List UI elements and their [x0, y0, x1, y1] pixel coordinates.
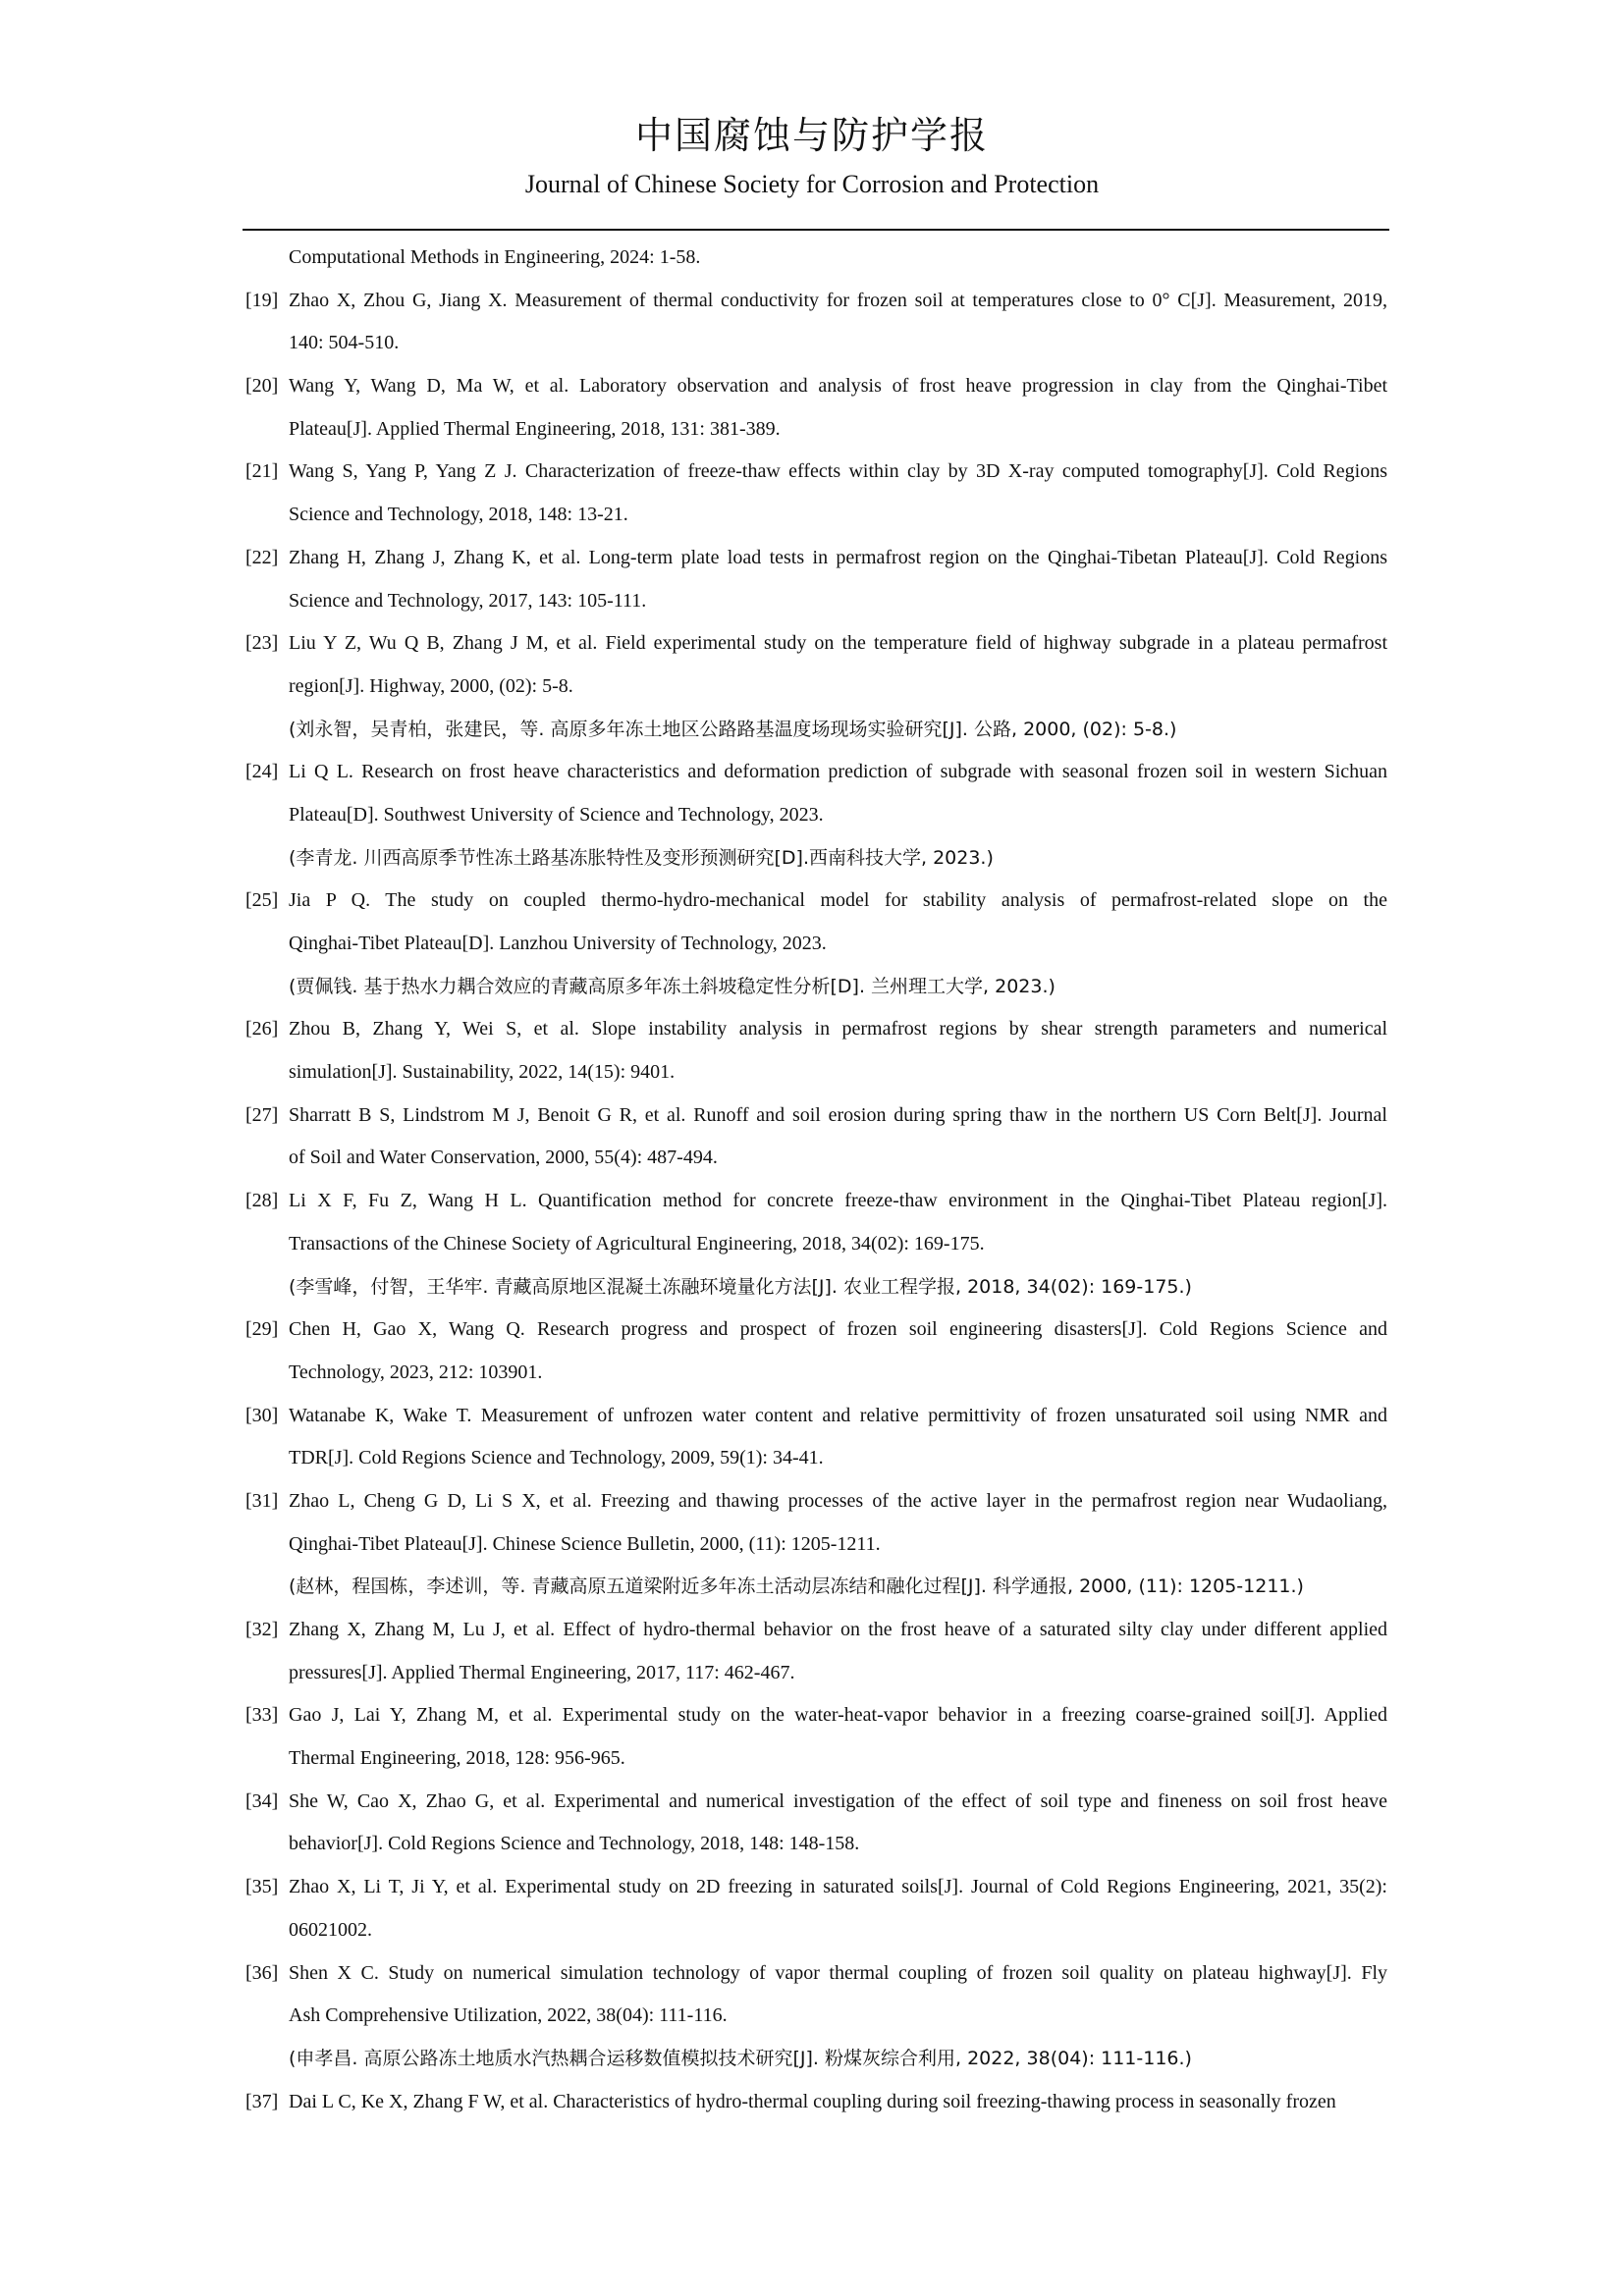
reference-line	[245, 237, 1387, 280]
reference-line	[245, 1395, 1387, 1438]
reference-number: [24]	[245, 761, 279, 783]
reference-text: 06021002.	[289, 1918, 372, 1941]
reference-text: (申孝昌. 高原公路冻土地质水汽热耦合运移数值模拟技术研究[J]. 粉煤灰综合利用, 2022, 38(04): 111-116.)	[289, 2047, 1192, 2069]
reference-chinese-line	[245, 837, 1387, 881]
reference-entry	[245, 1095, 1387, 1180]
reference-chinese-line	[245, 709, 1387, 752]
reference-line	[245, 537, 1387, 580]
journal-title-english: Journal of Chinese Society for Corrosion and Protection	[524, 170, 1100, 198]
reference-text: Sharratt B S, Lindstrom M J, Benoit G R, et al. Runoff and soil erosion during spring thaw in the northern US Corn Belt[J]. Journal	[289, 1103, 1387, 1126]
reference-text: She W, Cao X, Zhao G, et al. Experimental and numerical investigation of the effect of soil type and fineness on soil frost heave	[289, 1789, 1387, 1812]
reference-entry	[245, 365, 1387, 451]
reference-line	[245, 1694, 1387, 1737]
reference-text: Dai L C, Ke X, Zhang F W, et al. Characteristics of hydro-thermal coupling during soil freezing-thawing process in seasonally frozen	[289, 2090, 1336, 2112]
reference-entry	[245, 1781, 1387, 1866]
reference-entry	[245, 1609, 1387, 1694]
reference-number: [29]	[245, 1318, 279, 1341]
reference-line	[245, 1137, 1387, 1180]
reference-text: Shen X C. Study on numerical simulation technology of vapor thermal coupling of frozen soil quality on plateau highway[J]. Fly	[289, 1961, 1387, 1984]
reference-line	[245, 1051, 1387, 1095]
reference-line	[245, 1909, 1387, 1952]
reference-chinese-line	[245, 2038, 1387, 2081]
reference-text: (李青龙. 川西高原季节性冻土路基冻胀特性及变形预测研究[D].西南科技大学, 2023.)	[289, 846, 994, 869]
reference-number: [21]	[245, 460, 279, 483]
reference-line	[245, 1866, 1387, 1909]
reference-text: Wang S, Yang P, Yang Z J. Characterization of freeze-thaw effects within clay by 3D X-ray computed tomography[J]. Cold Regions	[289, 460, 1387, 483]
reference-chinese-line	[245, 966, 1387, 1009]
reference-text: Jia P Q. The study on coupled thermo-hydro-mechanical model for stability analysis of permafrost-related slope on the	[289, 889, 1387, 912]
reference-line	[245, 622, 1387, 666]
reference-text: simulation[J]. Sustainability, 2022, 14(15): 9401.	[289, 1061, 676, 1084]
reference-line	[245, 1995, 1387, 2038]
reference-line	[245, 923, 1387, 966]
reference-entry	[245, 280, 1387, 365]
reference-line	[245, 408, 1387, 452]
reference-entry	[245, 622, 1387, 751]
reference-line	[245, 666, 1387, 709]
reference-list	[245, 237, 1387, 2123]
reference-text: Zhao X, Li T, Ji Y, et al. Experimental study on 2D freezing in saturated soils[J]. Journal of Cold Regions Engineering, 2021, 35(2):	[289, 1876, 1387, 1898]
reference-line	[245, 1523, 1387, 1567]
reference-line	[245, 1480, 1387, 1523]
reference-entry	[245, 537, 1387, 622]
reference-line	[245, 451, 1387, 494]
reference-number: [26]	[245, 1018, 279, 1041]
reference-text: Zhao X, Zhou G, Jiang X. Measurement of thermal conductivity for frozen soil at temperatures close to 0° C[J]. Measurement, 2019,	[289, 289, 1387, 311]
reference-text: pressures[J]. Applied Thermal Engineering, 2017, 117: 462-467.	[289, 1661, 795, 1683]
reference-entry	[245, 1008, 1387, 1094]
reference-text: Transactions of the Chinese Society of Agricultural Engineering, 2018, 34(02): 169-175.	[289, 1232, 985, 1255]
reference-text: Zhang X, Zhang M, Lu J, et al. Effect of hydro-thermal behavior on the frost heave of a saturated silty clay under different applied	[289, 1619, 1387, 1640]
reference-text: TDR[J]. Cold Regions Science and Technology, 2009, 59(1): 34-41.	[289, 1447, 824, 1469]
reference-line	[245, 280, 1387, 323]
reference-text: (贾佩钱. 基于热水力耦合效应的青藏高原多年冻土斜坡稳定性分析[D]. 兰州理工大学, 2023.)	[289, 975, 1056, 997]
reference-number: [34]	[245, 1789, 279, 1812]
journal-title-chinese: 中国腐蚀与防护学报	[634, 114, 989, 157]
reference-line	[245, 1180, 1387, 1223]
reference-text: Plateau[D]. Southwest University of Science and Technology, 2023.	[289, 803, 824, 826]
reference-line	[245, 322, 1387, 365]
reference-text: Science and Technology, 2018, 148: 13-21.	[289, 504, 628, 526]
header-divider	[243, 229, 1389, 231]
reference-text: Zhao L, Cheng G D, Li S X, et al. Freezing and thawing processes of the active layer in the permafrost region near Wudaoliang,	[289, 1489, 1387, 1512]
reference-entry	[245, 751, 1387, 880]
reference-text: Wang Y, Wang D, Ma W, et al. Laboratory observation and analysis of frost heave progression in clay from the Qinghai-Tibet	[289, 375, 1387, 398]
reference-number: [27]	[245, 1103, 279, 1126]
reference-line	[245, 1652, 1387, 1695]
reference-text: Science and Technology, 2017, 143: 105-111.	[289, 589, 647, 612]
reference-text: Technology, 2023, 212: 103901.	[289, 1361, 543, 1383]
reference-entry	[245, 1952, 1387, 2081]
reference-line	[245, 751, 1387, 794]
reference-text: (李雪峰，付智，王华牢. 青藏高原地区混凝土冻融环境量化方法[J]. 农业工程学报, 2018, 34(02): 169-175.)	[289, 1275, 1192, 1298]
reference-entry	[245, 237, 1387, 280]
reference-entry	[245, 2081, 1387, 2124]
reference-entry	[245, 1480, 1387, 1609]
reference-text: Liu Y Z, Wu Q B, Zhang J M, et al. Field experimental study on the temperature field of highway subgrade in a plateau permafrost	[289, 632, 1387, 655]
reference-line	[245, 1223, 1387, 1266]
reference-entry	[245, 1308, 1387, 1394]
reference-text: Watanabe K, Wake T. Measurement of unfrozen water content and relative permittivity of frozen unsaturated soil using NMR and	[289, 1404, 1387, 1426]
reference-entry	[245, 880, 1387, 1008]
reference-line	[245, 880, 1387, 923]
reference-number: [23]	[245, 632, 279, 655]
reference-line	[245, 1352, 1387, 1395]
reference-text: Thermal Engineering, 2018, 128: 956-965.	[289, 1747, 625, 1770]
reference-chinese-line	[245, 1566, 1387, 1609]
reference-number: [28]	[245, 1190, 279, 1212]
reference-text: (赵林，程国栋，李述训，等. 青藏高原五道梁附近多年冻土活动层冻结和融化过程[J]. 科学通报, 2000, (11): 1205-1211.)	[289, 1575, 1304, 1598]
reference-text: of Soil and Water Conservation, 2000, 55(4): 487-494.	[289, 1147, 718, 1169]
reference-text: Gao J, Lai Y, Zhang M, et al. Experimental study on the water-heat-vapor behavior in a freezing coarse-grained soil[J]. Applied	[289, 1704, 1387, 1727]
reference-number: [25]	[245, 889, 279, 912]
reference-number: [31]	[245, 1489, 279, 1512]
reference-number: [19]	[245, 289, 279, 311]
reference-entry	[245, 1180, 1387, 1308]
reference-line	[245, 494, 1387, 537]
reference-line	[245, 794, 1387, 837]
reference-text: behavior[J]. Cold Regions Science and Technology, 2018, 148: 148-158.	[289, 1833, 860, 1855]
reference-number: [35]	[245, 1876, 279, 1898]
reference-line	[245, 1437, 1387, 1480]
reference-number: [30]	[245, 1404, 279, 1426]
reference-text: Zhou B, Zhang Y, Wei S, et al. Slope instability analysis in permafrost regions by shear strength parameters and numerical	[289, 1018, 1387, 1041]
reference-line	[245, 2081, 1387, 2124]
reference-line	[245, 1823, 1387, 1866]
reference-text: (刘永智，吴青柏，张建民，等. 高原多年冻土地区公路路基温度场现场实验研究[J]. 公路, 2000, (02): 5-8.)	[289, 718, 1177, 740]
reference-text: Qinghai-Tibet Plateau[J]. Chinese Science Bulletin, 2000, (11): 1205-1211.	[289, 1532, 881, 1555]
reference-text: Li X F, Fu Z, Wang H L. Quantification method for concrete freeze-thaw environment in the Qinghai-Tibet Plateau region[J].	[289, 1190, 1387, 1212]
reference-number: [20]	[245, 375, 279, 398]
reference-number: [36]	[245, 1961, 279, 1984]
reference-line	[245, 1308, 1387, 1352]
reference-number: [22]	[245, 546, 279, 568]
reference-text: 140: 504-510.	[289, 332, 400, 354]
reference-line	[245, 580, 1387, 623]
reference-line	[245, 1737, 1387, 1781]
reference-entry	[245, 451, 1387, 536]
reference-line	[245, 1609, 1387, 1652]
reference-text: Zhang H, Zhang J, Zhang K, et al. Long-term plate load tests in permafrost region on the Qinghai-Tibetan Plateau[J]. Cold Regions	[289, 546, 1387, 568]
reference-text: region[J]. Highway, 2000, (02): 5-8.	[289, 674, 573, 697]
reference-line	[245, 1781, 1387, 1824]
reference-number: [37]	[245, 2090, 279, 2112]
reference-text: Chen H, Gao X, Wang Q. Research progress and prospect of frozen soil engineering disasters[J]. Cold Regions Science and	[289, 1318, 1387, 1341]
reference-line	[245, 1095, 1387, 1138]
reference-line	[245, 1008, 1387, 1051]
reference-text: Li Q L. Research on frost heave characteristics and deformation prediction of subgrade with seasonal frozen soil in western Sichuan	[289, 761, 1387, 783]
reference-text: Computational Methods in Engineering, 2024: 1-58.	[289, 246, 701, 268]
reference-entry	[245, 1395, 1387, 1480]
reference-line	[245, 365, 1387, 408]
reference-chinese-line	[245, 1266, 1387, 1309]
reference-text: Ash Comprehensive Utilization, 2022, 38(04): 111-116.	[289, 2004, 728, 2027]
reference-line	[245, 1952, 1387, 1996]
reference-number: [33]	[245, 1704, 279, 1727]
reference-text: Qinghai-Tibet Plateau[D]. Lanzhou University of Technology, 2023.	[289, 933, 827, 954]
reference-entry	[245, 1866, 1387, 1951]
reference-number: [32]	[245, 1619, 279, 1640]
reference-entry	[245, 1694, 1387, 1780]
reference-text: Plateau[J]. Applied Thermal Engineering, 2018, 131: 381-389.	[289, 417, 781, 440]
journal-header	[0, 110, 1624, 202]
